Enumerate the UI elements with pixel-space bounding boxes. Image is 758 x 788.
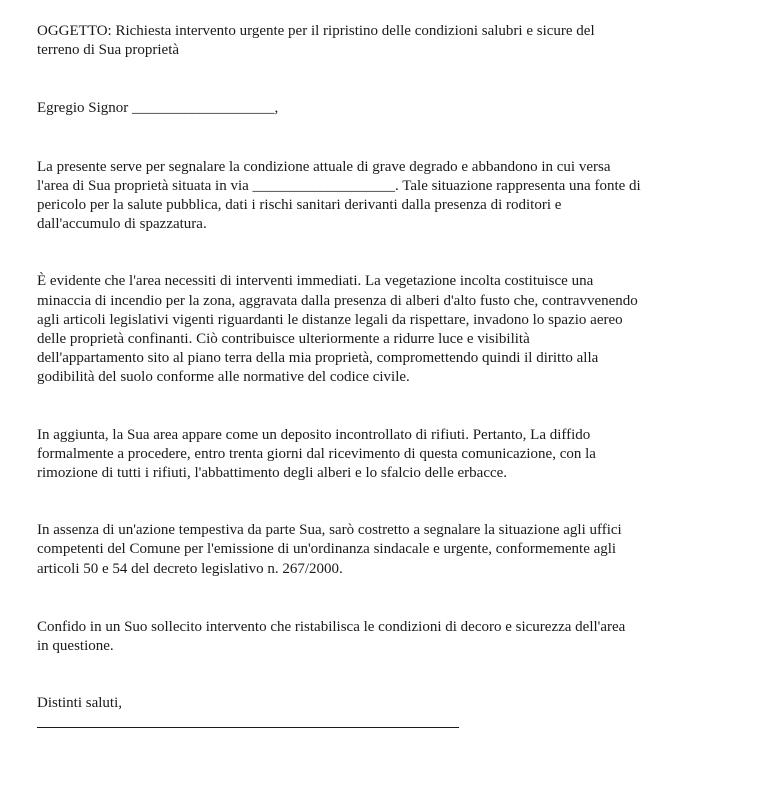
letter-salutation: Egregio Signor ___________________, — [37, 100, 279, 117]
paragraph-interventi: È evidente che l'area necessiti di interventi immediati. La vegetazione incolta costituisce una minaccia di incendio per la zona, aggravata dalla presenza di alberi d'alto fusto che, contravvenendo agli articoli legislativi vigenti riguardanti le distanze legali da rispettare, invadono lo spazio aereo delle proprietà confinanti. Ciò contribuisce ulteriormente a ridurre luce e visibilità dell'appartamento sito al piano terra della mia proprietà, compromettendo quindi il diritto alla godibilità del suolo conforme alle normative del codice civile. — [37, 273, 638, 386]
paragraph-diffida: In aggiunta, la Sua area appare come un deposito incontrollato di rifiuti. Pertanto, La diffido formalmente a procedere, entro trenta giorni dal ricevimento di questa comunicazione, con la rimozione di tutti i rifiuti, l'abbattimento degli alberi e lo sfalcio delle erbacce. — [37, 426, 596, 482]
paragraph-segnalazione: In assenza di un'azione tempestiva da parte Sua, sarò costretto a segnalare la situazione agli uffici competenti del Comune per l'emissione di un'ordinanza sindacale e urgente, conformemente agli articoli 50 e 54 del decreto legislativo n. 267/2000. — [37, 522, 622, 577]
letter-closing: Distinti saluti, — [37, 695, 123, 712]
letter-body — [37, 22, 737, 728]
signature-line — [37, 727, 459, 728]
paragraph-sollecito: Confido in un Suo sollecito intervento che ristabilisca le condizioni di decoro e sicurezza dell'area in questione. — [37, 618, 626, 655]
letter-subject: OGGETTO: Richiesta intervento urgente per il ripristino delle condizioni salubri e sicure del terreno di Sua proprietà — [37, 23, 595, 59]
paragraph-degrado: La presente serve per segnalare la condizione attuale di grave degrado e abbandono in cui versa l'area di Sua proprietà situata in via ___________________. Tale situazione rappresenta una fonte di pericolo per la salute pubblica, dati i rischi sanitari derivanti dalla presenza di roditori e dall'accumulo di spazzatura. — [37, 158, 641, 233]
